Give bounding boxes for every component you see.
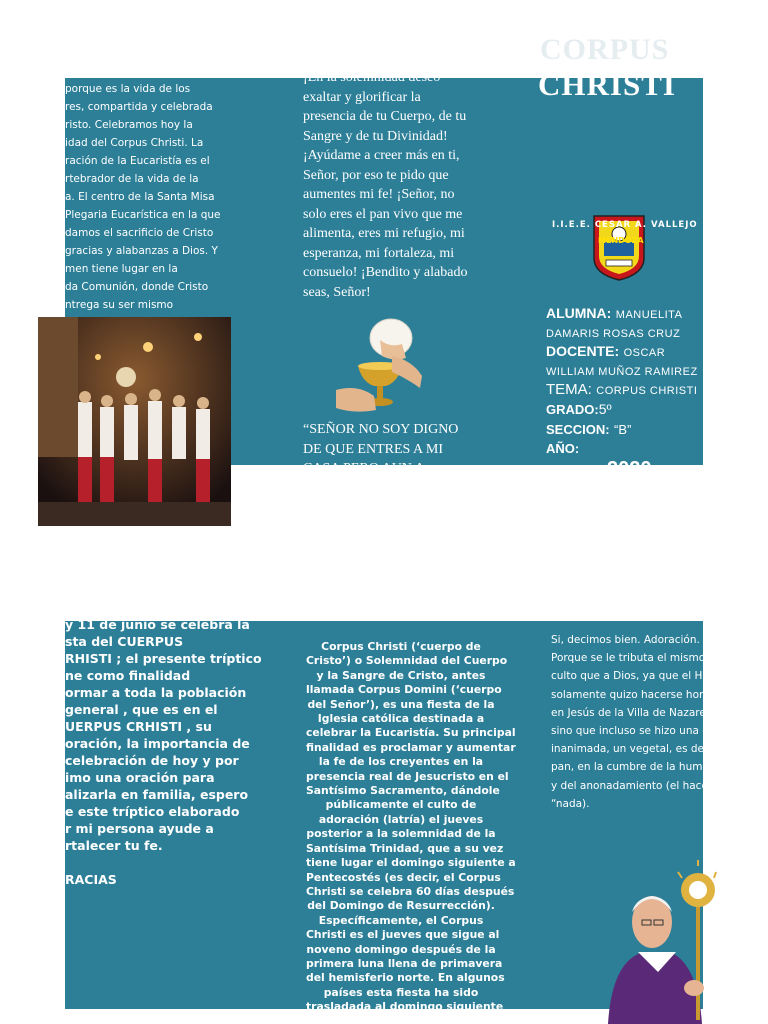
text-line: porque es la vida de los [65,83,191,95]
anio-row [546,440,703,480]
seccion-value: “B” [614,422,632,437]
text-line: Santísima Trinidad, que a su vez [306,841,504,855]
text-line: r mi persona ayude a [65,821,214,836]
text-line: da Comunión, donde Cristo [65,281,209,293]
presentation-text-column [65,616,262,887]
text-line: finalidad es proclamar y aumentar [306,740,516,754]
definition-text-column [306,640,516,1014]
section-title: CUERPUS CRHISTI: [307,608,460,625]
prayer-text-column [303,68,493,300]
quote-text [303,420,498,476]
text-line: rtebrador de la vida de la [65,173,199,185]
alumna-row-2 [546,324,703,342]
text-line: ne como finalidad [65,668,191,683]
text-line: sta del CUERPUS [65,634,184,649]
text-line: y la Sangre de Cristo, antes [316,668,486,682]
text-line: damos el sacrificio de Cristo [65,227,214,239]
anio-value: 2020 [607,458,652,480]
text-line: del Domingo de Resurrección). [307,899,495,913]
grado-row [546,401,703,419]
text-line: “SEÑOR NO SOY DIGNO [303,422,459,437]
eucharist-host-image [336,318,424,420]
text-line: Christi es el jueves que sigue al [306,928,500,942]
text-line: alizarla en familia, espero [65,787,249,802]
grado-label: GRADO: [546,402,599,417]
text-line: celebrar la Eucaristía. Su principal [306,726,516,740]
text-line: imo una oración para [65,770,215,785]
tema-value: CORPUS CHRISTI [596,385,698,397]
text-line: trasladada al domingo siguiente [306,1000,504,1014]
text-line: risto. Celebramos hoy la [65,119,193,131]
text-line: adoración (latría) el jueves [318,812,484,826]
docente-value-1: OSCAR [623,347,666,359]
text-line: Pentecostés (es decir, el Corpus [306,870,501,884]
text-line: noveno domingo después de la [306,942,496,956]
school-name-sub: MENDOZA [598,236,644,245]
text-line: Santísimo Sacramento, dándole [306,784,500,798]
text-line: solo eres el pan vivo que me [303,206,463,222]
text-line: solamente quizo hacerse hom [551,688,710,701]
text-line: Si, decimos bien. Adoración. [551,634,700,646]
text-line: res, compartida y celebrada [65,101,213,113]
pope-with-monstrance-image [598,860,716,1024]
text-line: RHISTI ; el presente tríptico [65,651,262,666]
adoration-text-column [551,631,715,821]
text-line: del hemisferio norte. En algunos [306,971,505,985]
text-line: exaltar y glorificar la [303,89,421,105]
text-line: oración, la importancia de [65,736,250,751]
text-line: Plegaria Eucarística en la que [65,209,221,221]
text-line: presencia real de Jesucristo en el [306,769,509,783]
docente-row [546,343,703,361]
brochure-title: CHRISTI [538,67,676,102]
seccion-row [546,421,703,439]
text-line: rtalecer tu fe. [65,838,163,853]
text-line: Específicamente, el Corpus [318,913,484,927]
text-line: consuelo! ¡Bendito y alabado [303,265,468,280]
alumna-value-1: MANUELITA [615,309,683,321]
text-line: ración de la Eucaristía es el [65,155,210,167]
text-line: inanimada, un vegetal, es dec [551,743,710,756]
text-line: culto que a Dios, ya que el Hijo [551,670,715,683]
docente-label: DOCENTE: [546,343,620,359]
text-line: países esta fiesta ha sido [323,985,479,999]
text-line [65,854,237,871]
alumna-label: ALUMNA: [546,305,612,321]
text-line: CASA PERO AUN A [303,461,425,476]
text-line: pan, en la cumbre de la humi [551,761,706,774]
text-line: la fe de los creyentes en la [318,755,484,769]
text-line: e este tríptico elaborado [65,804,240,819]
tema-label: TEMA: [546,381,592,398]
seccion-label: SECCION: [546,422,610,437]
alumna-value-2: DAMARIS ROSAS CRUZ [546,328,681,340]
docente-value-2: WILLIAM MUÑOZ RAMIREZ [546,366,698,378]
text-line: idad del Corpus Christi. La [65,137,204,149]
anio-label: AÑO: [546,441,580,456]
text-line: men tiene lugar en la [65,263,178,275]
intro-text-column [65,80,235,315]
text-line: gracias y alabanzas a Dios. Y [65,245,218,257]
text-line: ntrega su ser mismo [65,299,174,311]
text-line: primera luna llena de primavera [306,956,503,970]
docente-row-2 [546,362,703,380]
text-line: Christi se celebra 60 días después [306,884,515,898]
text-line: “nada). [551,797,590,810]
text-line: Señor, por eso te pido que [303,167,449,183]
text-line: ormar a toda la población [65,685,247,700]
text-line: Iglesia católica destinada a [317,712,485,726]
text-line: del Señor’), es una fiesta de la [307,697,495,711]
text-line: y 11 de junio se celebra la [65,617,250,632]
text-line: Porque se le tributa el mismo [551,652,706,665]
text-line: llamada Corpus Domini (‘cuerpo [306,683,502,697]
text-line: esperanza, mi fortaleza, mi [303,245,455,261]
text-line: aumentes mi fe! ¡Señor, no [303,187,455,202]
text-line: públicamente el culto de [325,798,477,812]
text-line: ¡Ayúdame a creer más en ti, [303,148,460,163]
text-line: presencia de tu Cuerpo, de tu [303,109,467,124]
tema-row [546,381,703,399]
text-line: UERPUS CRHISTI , su [65,719,212,734]
text-line: Cristo’) o Solemnidad del Cuerpo [306,654,508,668]
alumna-row [546,305,703,323]
text-line: celebración de hoy y por [65,753,239,768]
text-line: sino que incluso se hizo una c [551,725,709,738]
text-line: alimenta, eres mi refugio, mi [303,226,465,241]
text-line: DE QUE ENTRES A MI [303,441,443,457]
text-line: posterior a la solemnidad de la [306,827,496,841]
text-line: seas, Señor! [303,284,371,300]
text-line: Sangre y de tu Divinidad! [303,128,448,144]
grado-value: 5º [598,401,612,417]
text-line: ¡En la solemnidad deseo [303,70,441,85]
text-line: RACIAS [65,872,117,887]
procession-photo [38,317,231,526]
text-line: en Jesús de la Villa de Nazaret [551,706,710,719]
brochure-title-faded: CORPUS [540,33,670,66]
text-line: a. El centro de la Santa Misa [65,191,215,203]
school-name: I.I.E.E. CESAR A. VALLEJO [552,220,698,230]
text-line: y del anonadamiento (el hace [551,779,708,792]
text-line: tiene lugar el domingo siguiente a [306,856,516,870]
text-line: general , que es en el [65,702,218,717]
text-line: Corpus Christi (‘cuerpo de [321,640,481,653]
